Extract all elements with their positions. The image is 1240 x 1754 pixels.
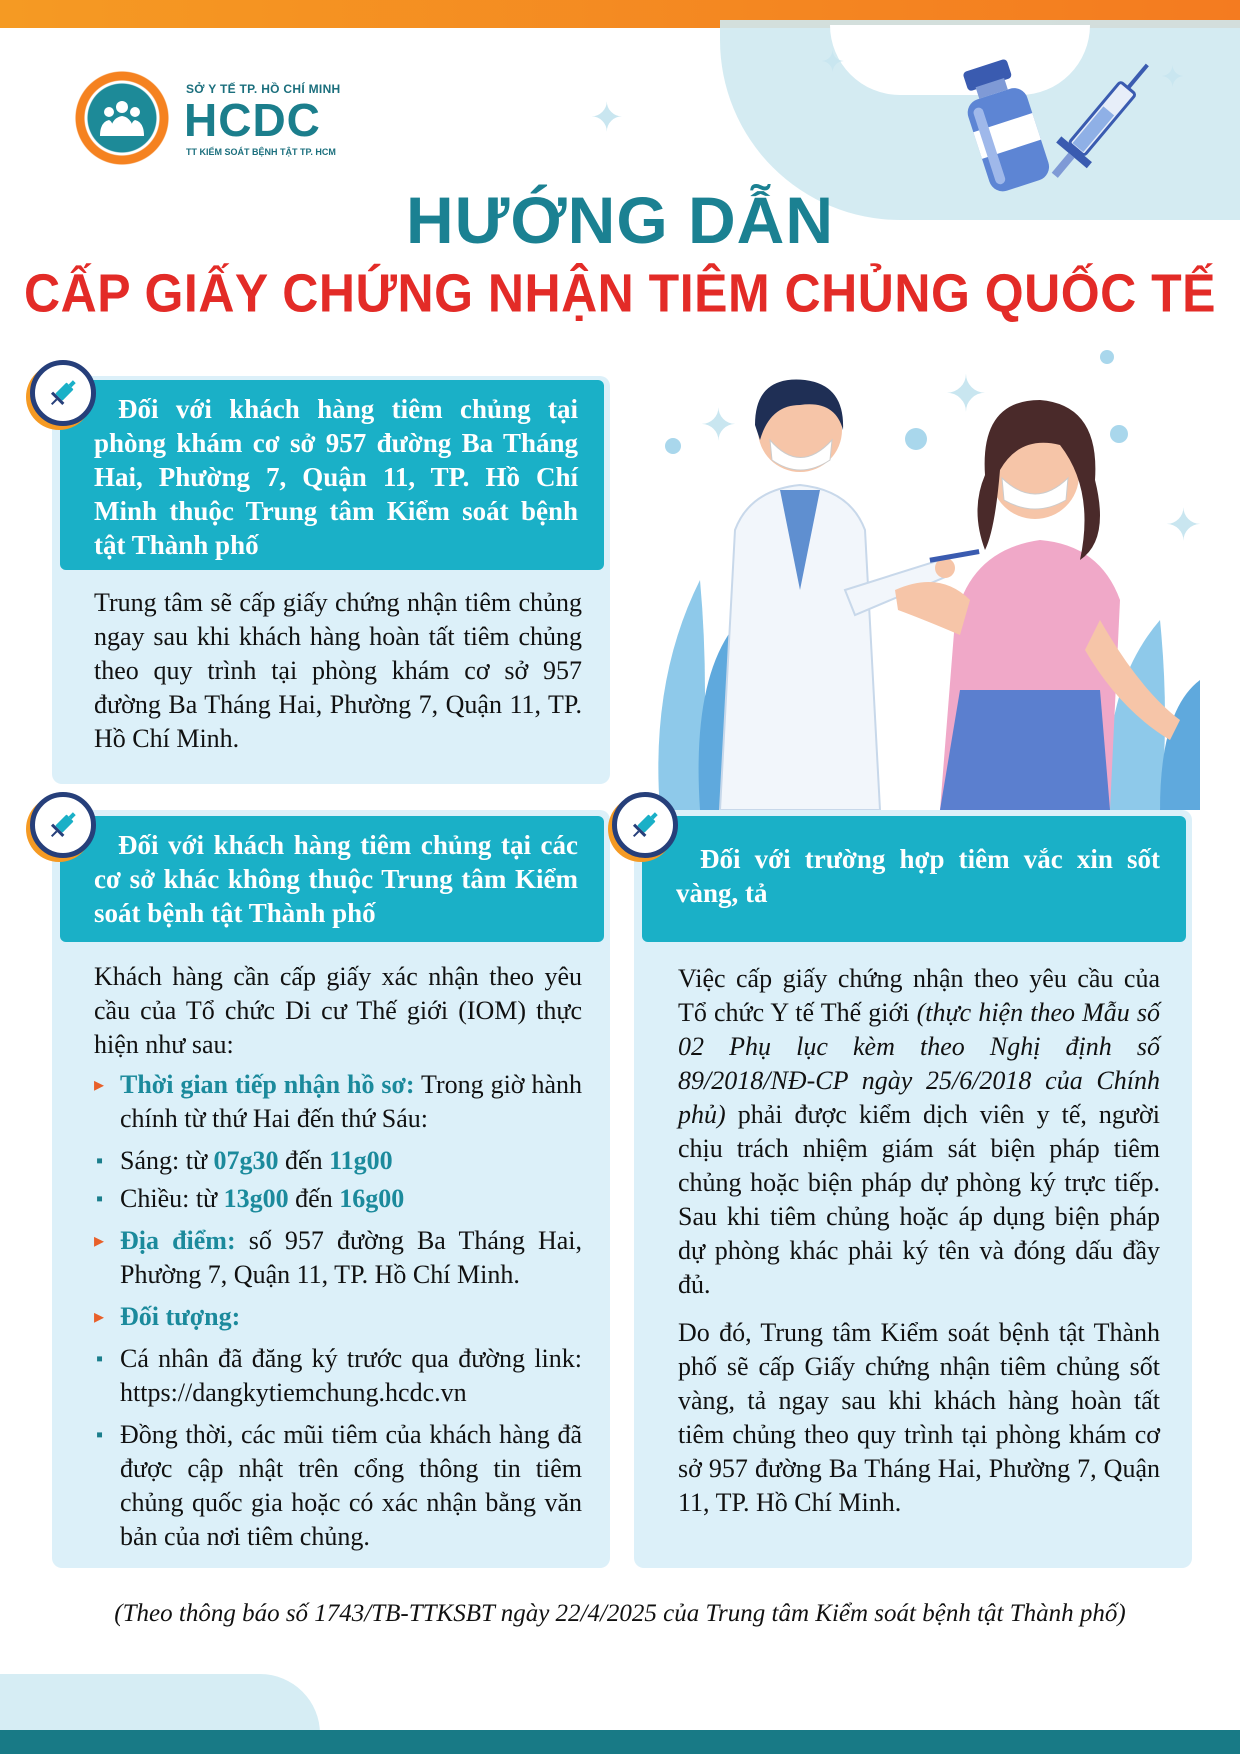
afternoon-item [94,1182,582,1216]
morning-item [94,1144,582,1178]
logo-name: HCDC [184,94,321,146]
sparkle-icon: ✦ [700,400,737,451]
morning-start: 07g30 [213,1146,279,1175]
sparkle-icon: ✦ [590,95,624,141]
bottom-decor-blob [0,1674,320,1734]
footer-note: (Theo thông báo số 1743/TB-TTKSBT ngày 22/4/2025 của Trung tâm Kiểm soát bệnh tật Thành phố) [114,1600,1126,1627]
section3-paragraph-1 [678,962,1160,1302]
afternoon-prefix: Chiều: từ [120,1184,224,1213]
logo-sub-text: TT KIỂM SOÁT BỆNH TẬT TP. HCM [186,147,336,157]
target-subitem-1-text: Cá nhân đã đăng ký trước qua đường link: https://dangkytiemchung.hcdc.vn [120,1344,582,1407]
target-label: Đối tượng: [120,1302,241,1331]
bottom-teal-bar [0,1730,1240,1754]
section3-heading-text: Đối với trường hợp tiêm vắc xin sốt vàng, tả [676,844,1160,908]
time-label: Thời gian tiếp nhận hồ sơ: [120,1070,415,1099]
target-subitem-1 [94,1342,582,1410]
section2-heading-text: Đối với khách hàng tiêm chủng tại các cơ sở khác không thuộc Trung tâm Kiểm soát bệnh tật Thành phố [94,830,578,928]
section3-heading [642,816,1186,942]
time-text: Trong giờ hành chính từ thứ Hai đến thứ Sáu: [120,1070,583,1133]
syringe-icon [47,377,79,409]
afternoon-mid: đến [288,1184,340,1213]
section3-p1-start: Việc cấp giấy chứng nhận theo yêu cầu của Tổ chức Y tế Thế giới [678,964,1160,1027]
section3-paragraph-2: Do đó, Trung tâm Kiểm soát bệnh tật Thành phố sẽ cấp Giấy chứng nhận tiêm chủng sốt vàng, tả ngay sau khi khách hàng hoàn tất tiêm chủng theo quy trình tại phòng khám cơ sở 957 đường Ba Tháng Hai, Phường 7, Quận 11, TP. Hồ Chí Minh. [678,1318,1160,1517]
morning-end: 11g00 [329,1146,393,1175]
time-item [94,1068,582,1136]
target-subitem-2 [94,1418,582,1554]
target-item [94,1300,582,1334]
location-item [94,1224,582,1292]
section2-body [94,960,582,1558]
doctor-patient-illustration [640,360,1200,810]
section1-heading [60,380,604,570]
sparkle-icon: ✦ [820,45,846,80]
target-subitem-2-text: Đồng thời, các mũi tiêm của khách hàng đã được cập nhật trên cổng thông tin tiêm chủng quốc gia hoặc có xác nhận bằng văn bản của nơi tiêm chủng. [120,1420,582,1551]
page-title: HƯỚNG DẪN [405,183,835,257]
morning-prefix: Sáng: từ [120,1146,214,1175]
section2-heading [60,816,604,942]
location-text: số 957 đường Ba Tháng Hai, Phường 7, Quận 11, TP. Hồ Chí Minh. [120,1226,582,1289]
section3-body [678,962,1160,1534]
section2-badge [30,792,96,858]
afternoon-end: 16g00 [339,1184,405,1213]
sparkle-icon: ✦ [1160,60,1186,95]
hcdc-logo [74,70,344,170]
section3-p1-end: phải được kiểm dịch viên y tế, người chịu trách nhiệm giám sát biện pháp tiêm chủng hoặc biện pháp dự phòng ký trực tiếp. Sau khi tiêm chủng hoặc áp dụng biện pháp dự phòng khác phải ký tên và đóng dấu đầy đủ. [678,1100,1160,1299]
hcdc-logo-icon [74,70,170,166]
morning-mid: đến [278,1146,330,1175]
page-subtitle: CẤP GIẤY CHỨNG NHẬN TIÊM CHỦNG QUỐC TẾ [23,262,1217,324]
logo-department-text: SỞ Y TẾ TP. HỒ CHÍ MINH [186,82,341,96]
section2-list [94,1068,582,1554]
section1-badge [30,360,96,426]
syringe-icon [629,809,661,841]
section2-intro: Khách hàng cần cấp giấy xác nhận theo yêu cầu của Tổ chức Di cư Thế giới (IOM) thực hiện như sau: [94,962,582,1059]
section1-heading-text: Đối với khách hàng tiêm chủng tại phòng khám cơ sở 957 đường Ba Tháng Hai, Phường 7, Quận 11, TP. Hồ Chí Minh thuộc Trung tâm Kiểm soát bệnh tật Thành phố [94,394,578,560]
section1-body [94,586,582,770]
location-label: Địa điểm: [120,1226,236,1255]
sparkle-icon: ✦ [945,365,987,423]
syringe-icon [47,809,79,841]
section3-p1-italic: (thực hiện theo Mẫu số 02 Phụ lục kèm theo Nghị định số 89/2018/NĐ-CP ngày 25/6/2018 của Chính phủ) [678,998,1161,1129]
sparkle-icon: ✦ [1165,500,1202,551]
section3-badge [612,792,678,858]
section1-body-text: Trung tâm sẽ cấp giấy chứng nhận tiêm chủng ngay sau khi khách hàng hoàn tất tiêm chủng theo quy trình tại phòng khám cơ sở 957 đường Ba Tháng Hai, Phường 7, Quận 11, TP. Hồ Chí Minh. [94,588,582,753]
afternoon-start: 13g00 [223,1184,289,1213]
